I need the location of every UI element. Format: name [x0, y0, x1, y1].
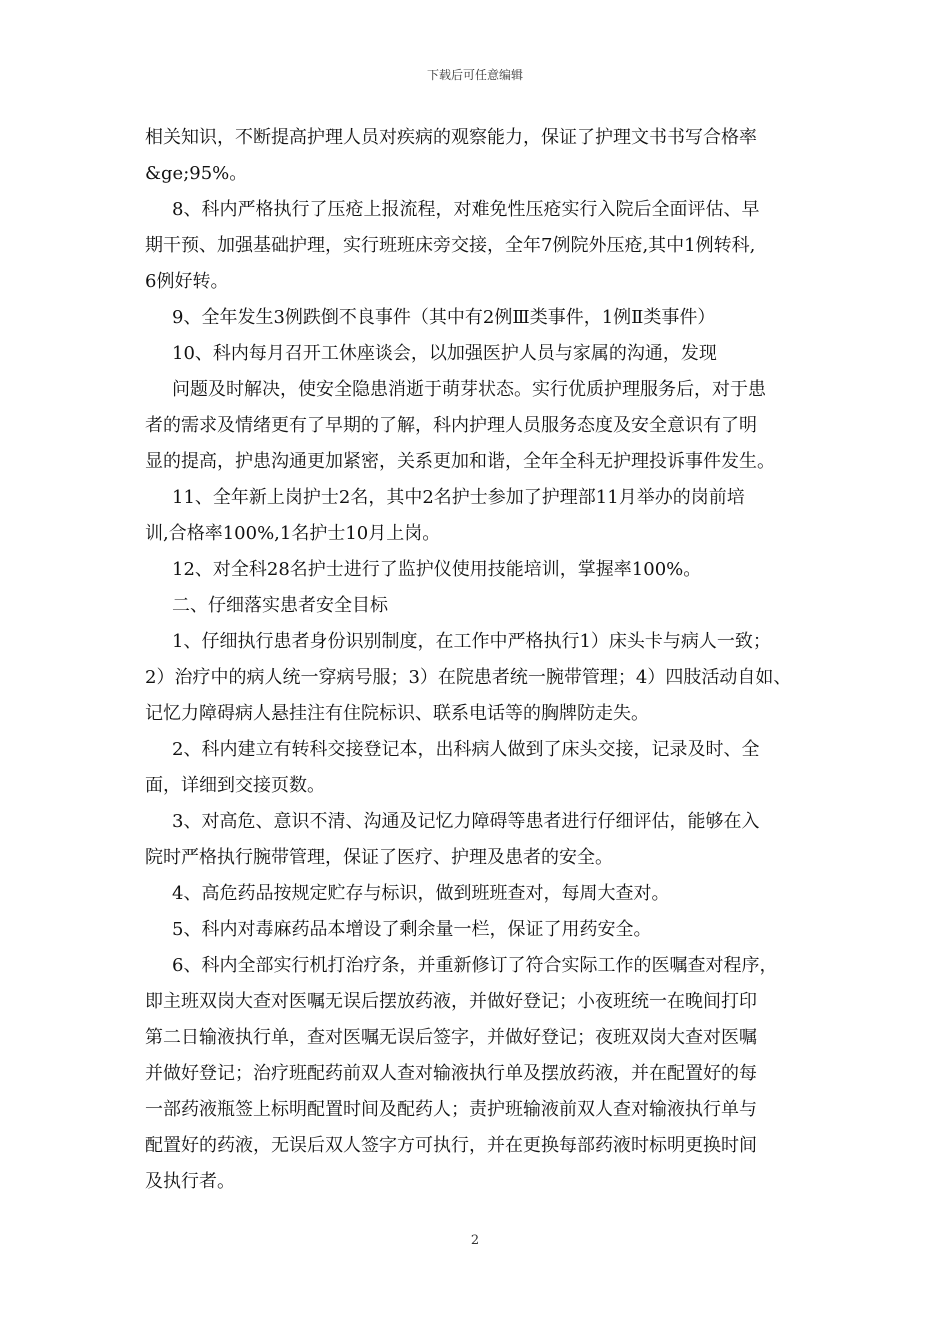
text-line: 显的提高，护患沟通更加紧密，关系更加和谐，全年全科无护理投诉事件发生。 — [145, 451, 775, 472]
text-line: 6例好转。 — [145, 271, 229, 292]
text-line: 4、高危药品按规定贮存与标识，做到班班查对，每周大查对。 — [172, 883, 670, 904]
text-line: 配置好的药液，无误后双人签字方可执行，并在更换每部药液时标明更换时间 — [145, 1135, 757, 1156]
text-line: 即主班双岗大查对医嘱无误后摆放药液，并做好登记；小夜班统一在晚间打印 — [145, 991, 757, 1012]
text-line: 1、仔细执行患者身份识别制度，在工作中严格执行1）床头卡与病人一致； — [172, 631, 771, 652]
text-line: 第二日输液执行单，查对医嘱无误后签字，并做好登记；夜班双岗大查对医嘱 — [145, 1027, 757, 1048]
document-body — [145, 120, 815, 1200]
text-line: 10、科内每月召开工休座谈会，以加强医护人员与家属的沟通，发现 — [172, 343, 717, 364]
text-line: 院时严格执行腕带管理，保证了医疗、护理及患者的安全。 — [145, 847, 613, 868]
text-line: 并做好登记；治疗班配药前双人查对输液执行单及摆放药液，并在配置好的每 — [145, 1063, 757, 1084]
text-line: 一部药液瓶签上标明配置时间及配药人；责护班输液前双人查对输液执行单与 — [145, 1099, 757, 1120]
text-line: 5、科内对毒麻药品本增设了剩余量一栏，保证了用药安全。 — [172, 919, 652, 940]
page-header: 下载后可任意编辑 — [426, 68, 523, 82]
text-line: 2）治疗中的病人统一穿病号服；3）在院患者统一腕带管理；4）四肢活动自如、 — [145, 667, 792, 688]
text-line: 期干预、加强基础护理，实行班班床旁交接，全年7例院外压疮,其中1例转科, — [145, 235, 756, 256]
text-line: 9、全年发生3例跌倒不良事件（其中有2例Ⅲ类事件，1例Ⅱ类事件） — [172, 307, 716, 328]
text-line: 记忆力障碍病人悬挂注有住院标识、联系电话等的胸牌防走失。 — [145, 703, 649, 724]
text-line: 问题及时解决，使安全隐患消逝于萌芽状态。实行优质护理服务后，对于患 — [172, 379, 766, 400]
page-number: 2 — [470, 1233, 480, 1248]
text-line: &ge;95%。 — [145, 163, 248, 184]
text-line: 及执行者。 — [145, 1171, 235, 1192]
text-line: 训,合格率100%,1名护士10月上岗。 — [145, 523, 441, 544]
text-line: 者的需求及情绪更有了早期的了解，科内护理人员服务态度及安全意识有了明 — [145, 415, 757, 436]
text-line: 面，详细到交接页数。 — [145, 775, 325, 796]
text-line: 12、对全科28名护士进行了监护仪使用技能培训，掌握率100%。 — [172, 559, 702, 580]
text-line: 6、科内全部实行机打治疗条，并重新修订了符合实际工作的医嘱查对程序， — [172, 955, 778, 976]
text-line: 2、科内建立有转科交接登记本，出科病人做到了床头交接，记录及时、全 — [172, 739, 760, 760]
text-line: 8、科内严格执行了压疮上报流程，对难免性压疮实行入院后全面评估、早 — [172, 199, 760, 220]
text-line: 3、对高危、意识不清、沟通及记忆力障碍等患者进行仔细评估，能够在入 — [172, 811, 760, 832]
text-line: 相关知识，不断提高护理人员对疾病的观察能力，保证了护理文书书写合格率 — [145, 127, 757, 148]
text-line: 二、仔细落实患者安全目标 — [172, 595, 388, 616]
text-line: 11、全年新上岗护士2名，其中2名护士参加了护理部11月举办的岗前培 — [172, 487, 745, 508]
